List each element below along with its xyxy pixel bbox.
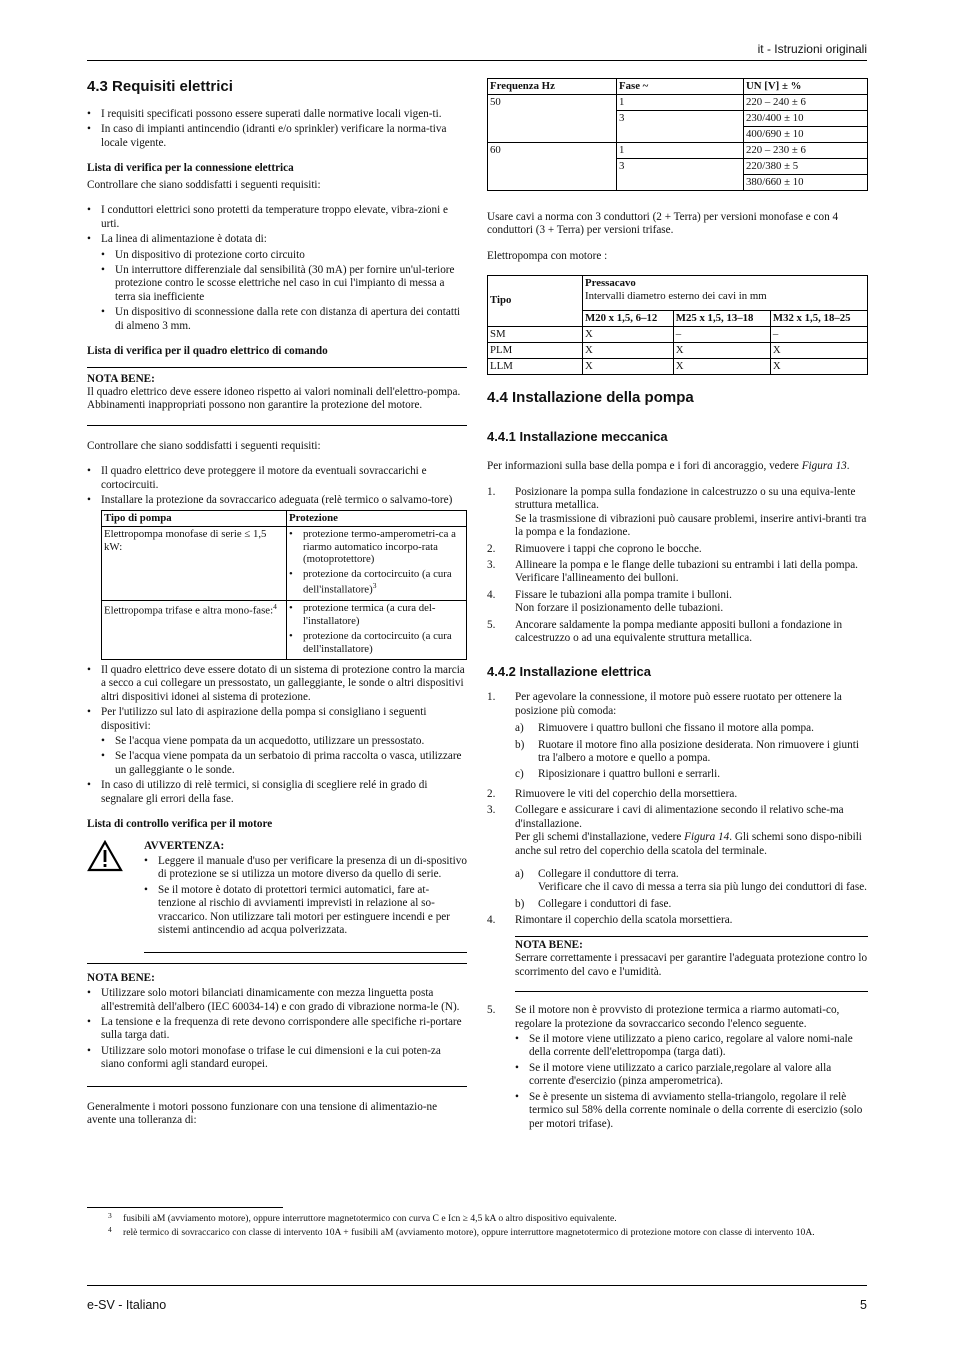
table-cell: X <box>583 342 674 358</box>
table-header: Tipo <box>488 275 583 326</box>
cable-gland-table <box>487 275 868 375</box>
table-header: M25 x 1,5, 13–18 <box>673 310 770 326</box>
sub-steps <box>515 722 868 782</box>
cell-text: Elettropompa trifase e altra mono-fase: <box>104 604 274 617</box>
list-item: • Se il motore viene utilizzato a carico parziale,regolare al valore alla corrente d'esercizio (pinza amperometrica). <box>515 1062 868 1089</box>
list-item: 1. Per agevolare la connessione, il motore può essere ruotato per ottenere la posizione più comoda: a) Rimuovere i quattro bulloni che fissano il motore alla pompa. b) Ruotare il motore fino alla posizione desiderata. Non rimuovere i giunti tra l'albero a motore e quello a pompa. c) Riposizionare i quattro bulloni e serrarli. <box>487 691 868 782</box>
tolerance-intro: Generalmente i motori possono funzionare con una tensione di alimentazio-ne avente una tolleranza di: <box>87 1100 438 1127</box>
warning-icon <box>87 840 144 953</box>
cable-text: Usare cavi a norma con 3 conduttori (2 + Terra) per versioni monofase e con 4 conduttori (3 + Terra) per versioni trifase. <box>487 210 839 237</box>
table-row <box>488 342 868 358</box>
list-item: 1. Posizionare la pompa sulla fondazione in calcestruzzo o su una equiva-lente struttura metallica. Se la trasmissione di vibrazioni può causare problemi, inserire antivi-branti tra la pompa e la fondazione. <box>487 485 867 539</box>
note-box <box>87 367 467 426</box>
header-rule <box>87 60 867 61</box>
table-cell: LLM <box>488 358 583 374</box>
table-cell: X <box>770 358 867 374</box>
table-header: Protezione <box>287 510 467 526</box>
checklist-intro: Controllare che siano soddisfatti i seguenti requisiti: <box>87 178 321 191</box>
table-header-title: Pressacavo <box>585 276 636 289</box>
note-title: NOTA BENE: <box>87 372 155 385</box>
list-item: a) Collegare il conduttore di terra. Verificare che il cavo di messa a terra sia più lungo dei conduttori di fase. <box>515 868 867 894</box>
footnotes <box>108 1213 868 1241</box>
electrical-steps <box>487 691 868 858</box>
protection-table <box>101 510 467 660</box>
left-column <box>87 74 467 1140</box>
section-title-4-4-2: 4.4.2 Installazione elettrica <box>487 663 652 679</box>
table-cell: 3 <box>617 158 744 190</box>
protection-list <box>289 528 464 597</box>
table-header: M20 x 1,5, 6–12 <box>583 310 674 326</box>
table-header-row <box>102 510 467 526</box>
list-item: 2. Rimuovere i tappi che coprono le bocche. <box>487 542 702 555</box>
list-item-text: Per l'utilizzo sul lato di aspirazione della pompa si consigliano i seguenti dispositivi: <box>101 706 427 732</box>
table-cell: X <box>673 358 770 374</box>
list-item: • I requisiti specificati possono essere superati dalle normative locali vigen-ti. <box>87 108 467 121</box>
right-column <box>487 78 868 1143</box>
warning-box <box>87 840 467 953</box>
table-cell <box>287 526 467 600</box>
table-cell: 380/660 ± 10 <box>744 174 868 190</box>
list-item: a) Rimuovere i quattro bulloni che fissano il motore alla pompa. <box>515 722 814 735</box>
list-item: • In caso di impianti antincendio (idranti e/o sprinkler) verificare la norma-tiva locale vigente. <box>87 123 467 150</box>
table-header <box>583 275 868 310</box>
note-box <box>515 936 868 992</box>
table-cell <box>287 600 467 659</box>
list-item: 4. Fissare le tubazioni alla pompa tramite i bulloni. Non forzare il posizionamento delle tubazioni. <box>487 588 732 615</box>
footer-rule <box>87 1285 867 1286</box>
mech-steps <box>487 486 868 646</box>
checklist-connection <box>87 204 467 333</box>
list-item: • Se il motore è dotato di protettori termici automatici, fare at-tenzione al rischio di avviamenti imprevisti in relazione al so-vraccarico. Non utilizzare tali motori per estinguere incendi e per sistemi antincendio ad acqua polverizzata. <box>144 884 467 938</box>
table-cell: 220 – 240 ± 6 <box>744 94 868 110</box>
table-cell: 230/400 ± 10 <box>744 110 868 126</box>
list-item: • Se il motore viene utilizzato a pieno carico, regolare al valore nomi-nale della corrente dell'elettropompa (targa dati). <box>515 1033 868 1060</box>
list-item: • Utilizzare solo motori monofase o trifase le cui dimensioni e la cui poten-za siano conformi agli standard europei. <box>87 1045 467 1072</box>
list-item: • I conduttori elettrici sono protetti da temperature troppo elevate, vibra-zioni e urti. <box>87 204 467 231</box>
motor-intro: Elettropompa con motore : <box>487 249 608 262</box>
table-row <box>488 326 868 342</box>
footnote: 3 fusibili aM (avviamento motore), oppure interruttore magnetotermico con curva C e Icn ≥ 4,5 kA o altro dispositivo equivalente. <box>108 1211 617 1224</box>
footnote-ref: 3 <box>372 581 377 591</box>
checklist-title-panel: Lista di verifica per il quadro elettrico di comando <box>87 345 328 358</box>
table-cell: SM <box>488 326 583 342</box>
list-item: • Installare la protezione da sovraccarico adeguata (relè termico o salvamo-tore) <box>87 494 467 507</box>
table-header-row <box>488 275 868 310</box>
footnote: 4 relè termico di sovraccarico con classe di intervento 10A + fusibili aM (avviamento motore), oppure interruttore magnetotermico di protezione motore con classe di intervento 10A. <box>108 1224 815 1238</box>
table-cell: 220 – 230 ± 6 <box>744 142 868 158</box>
footnote-rule <box>87 1207 283 1208</box>
list-item: • protezione termo-amperometri-ca a riarmo automatico incorpo-rata (motoprotettore) <box>289 528 464 567</box>
list-item: 4. Rimontare il coperchio della scatola morsettiera. <box>487 914 733 927</box>
footnote-ref: 4 <box>273 601 277 611</box>
table-cell: X <box>673 342 770 358</box>
table-row <box>102 526 467 600</box>
section-title-4-4: 4.4 Installazione della pompa <box>487 388 694 406</box>
table-row <box>102 600 467 659</box>
table-cell: – <box>673 326 770 342</box>
warning-list <box>144 855 467 938</box>
table-header: UN [V] ± % <box>744 79 868 95</box>
list-item <box>87 706 467 777</box>
table-cell <box>102 600 287 659</box>
checklist-title-connection: Lista di verifica per la connessione elettrica <box>87 162 294 175</box>
table-cell: 400/690 ± 10 <box>744 126 868 142</box>
table-cell: 220/380 ± 5 <box>744 158 868 174</box>
list-item-text: La linea di alimentazione è dotata di: <box>101 233 267 246</box>
table-cell: Elettropompa monofase di serie ≤ 1,5 kW: <box>102 526 287 600</box>
list-item: b) Ruotare il motore fino alla posizione desiderata. Non rimuovere i giunti tra l'albero a motore e quello a pompa. <box>515 738 859 764</box>
mech-intro-text: Per informazioni sulla base della pompa e i fori di ancoraggio, vedere <box>487 460 799 473</box>
list-item: b) Collegare i conduttori di fase. <box>515 897 672 910</box>
intro-bullets <box>87 108 467 150</box>
table-cell: PLM <box>488 342 583 358</box>
checklist-panel <box>87 465 467 507</box>
protection-list <box>289 602 464 656</box>
table-row <box>488 142 868 158</box>
list-item <box>87 233 467 333</box>
table-header-row <box>488 79 868 95</box>
figure-ref: Figura 14 <box>684 831 730 844</box>
table-cell: X <box>583 326 674 342</box>
figure-ref: Figura 13 <box>801 460 847 473</box>
page-header: it - Istruzioni originali <box>757 42 867 56</box>
table-row <box>488 358 868 374</box>
table-cell: – <box>770 326 867 342</box>
note-list <box>87 987 467 1072</box>
sub-list <box>515 1033 868 1131</box>
list-item: • Utilizzare solo motori bilanciati dinamicamente con mezza linguetta posta all'estremità dell'albero (IEC 60034-14) e con grado di vibrazione norma-le (N). <box>87 987 467 1014</box>
list-item: • La tensione e la frequenza di rete devono corrispondere alle specifiche ri-portare sulla targa dati. <box>87 1016 467 1043</box>
table-header: Frequenza Hz <box>488 79 617 95</box>
step-detail: Per gli schemi d'installazione, vedere Figura 14. Gli schemi sono dispo-nibili anche sul retro del coperchio della scatola del terminale. <box>515 831 862 857</box>
table-header: Tipo di pompa <box>102 510 287 526</box>
table-cell: 1 <box>617 94 744 110</box>
warning-title: AVVERTENZA: <box>144 839 225 852</box>
list-item: • Leggere il manuale d'uso per verificare la presenza di un di-spositivo di protezione se si utilizza un motore diverso da quello di serie. <box>144 855 467 882</box>
mech-intro: Per informazioni sulla base della pompa e i fori di ancoraggio, vedere Figura 13. <box>487 460 850 473</box>
page-number: 5 <box>860 1298 867 1312</box>
table-cell: X <box>770 342 867 358</box>
table-cell: 60 <box>488 142 617 190</box>
note-title: NOTA BENE: <box>87 971 155 984</box>
list-item: 3. Collegare e assicurare i cavi di alimentazione secondo il relativo sche-ma d'installazione. Per gli schemi d'installazione, vedere Figura 14. Gli schemi sono dispo-nibili anche sul retro del coperchio della scatola del terminale. <box>487 804 868 858</box>
list-item: • Un interruttore differenziale dal sensibilità (30 mA) per fornire un'ul-teriore protezione contro le scosse elettriche nel caso in cui l'impianto di messa a terra sia inefficiente <box>101 264 467 304</box>
frequency-table <box>487 78 868 191</box>
checklist-panel-more <box>87 664 467 806</box>
list-item <box>289 568 464 597</box>
list-item: • Il quadro elettrico deve proteggere il motore da eventuali sovraccarichi e cortocircuiti. <box>87 465 467 492</box>
list-item: • Un dispositivo di sconnessione dalla rete con distanza di apertura dei contatti di almeno 3 mm. <box>101 306 467 333</box>
electrical-steps-cont <box>487 914 868 927</box>
list-item: • Un dispositivo di protezione corto circuito <box>101 249 467 262</box>
table-cell: X <box>583 358 674 374</box>
table-cell: 50 <box>488 94 617 142</box>
electrical-steps-final <box>487 1004 868 1131</box>
note-text: Serrare correttamente i pressacavi per garantire l'adeguata protezione contro lo scorrimento del cavo e l'umidità. <box>515 952 868 978</box>
list-item: 2. Rimuovere le viti del coperchio della morsettiera. <box>487 787 738 800</box>
footer-title: e-SV - Italiano <box>87 1298 167 1312</box>
list-item: 5. Ancorare saldamente la pompa mediante appositi bulloni a fondazione in calcestruzzo o ad una equivalente struttura metallica. <box>487 618 843 645</box>
section-title-4-4-1: 4.4.1 Installazione meccanica <box>487 428 668 444</box>
note-title: NOTA BENE: <box>515 938 583 951</box>
checklist-intro: Controllare che siano soddisfatti i seguenti requisiti: <box>87 439 321 452</box>
sub-steps <box>515 868 868 911</box>
table-row <box>488 94 868 110</box>
list-item-text: protezione da cortocircuito (a cura dell'installatore) <box>303 568 452 596</box>
list-item: • Se è presente un sistema di avviamento stella-triangolo, regolare il relè termico sul 58% della corrente nominale o della corrente di esercizio (solo per motori trifase). <box>515 1091 868 1131</box>
checklist-title-motor: Lista di controllo verifica per il motore <box>87 818 273 831</box>
list-item: 3. Allineare la pompa e le flange delle tubazioni su entrambi i lati della pompa. Verificare l'allineamento dei bulloni. <box>487 559 858 585</box>
list-item: • In caso di utilizzo di relè termici, si consiglia di scegliere relé in grado di segnalare gli errori della fase. <box>87 779 467 806</box>
warning-body <box>144 840 467 953</box>
list-item: c) Riposizionare i quattro bulloni e serrarli. <box>515 768 721 781</box>
list-item: • protezione termica (a cura del-l'installatore) <box>289 602 464 628</box>
list-item: • Il quadro elettrico deve essere dotato di un sistema di protezione contro la marcia a secco a cui collegare un pressostato, un galleggiante, le sonde o altri dispositivi altri dispositivi idonei al sistema di protezione. <box>87 664 467 704</box>
table-cell: 3 <box>617 110 744 142</box>
sub-list <box>101 249 467 334</box>
table-cell: 1 <box>617 142 744 158</box>
note-text: Il quadro elettrico deve essere idoneo rispetto ai valori nominali dell'elettro-pompa. Abbinamenti inappropriati possono non garantire la protezione del motore. <box>87 386 461 412</box>
list-item: • Se l'acqua viene pompata da un acquedotto, utilizzare un pressostato. <box>101 735 467 748</box>
table-header: Fase ~ <box>617 79 744 95</box>
note-box <box>87 963 467 1087</box>
table-header: M32 x 1,5, 18–25 <box>770 310 867 326</box>
list-item: • Se l'acqua viene pompata da un serbatoio di prima raccolta o vasca, utilizzare un galleggiante o le sonde. <box>101 750 467 777</box>
table-header-subtitle: Intervalli diametro esterno dei cavi in mm <box>585 289 767 302</box>
section-title-4-3: 4.3 Requisiti elettrici <box>87 78 233 95</box>
sub-list <box>101 735 467 777</box>
list-item: • protezione da cortocircuito (a cura dell'installatore) <box>289 630 464 656</box>
list-item: 5. Se il motore non è provvisto di protezione termica a riarmo automati-co, regolare la protezione da sovraccarico secondo l'elenco seguente. • Se il motore viene utilizzato a pieno carico, regolare al valore nomi-nale della corrente dell'elettropompa (targa dati). • Se il motore viene utilizzato a carico parziale,regolare al valore alla corrente d'esercizio (pinza amperometrica). • Se è presente un sistema di avviamento stella-triangolo, regolare il relè termico sul 58% della corrente nominale o della corrente di esercizio (solo per motori trifase). <box>487 1004 868 1131</box>
